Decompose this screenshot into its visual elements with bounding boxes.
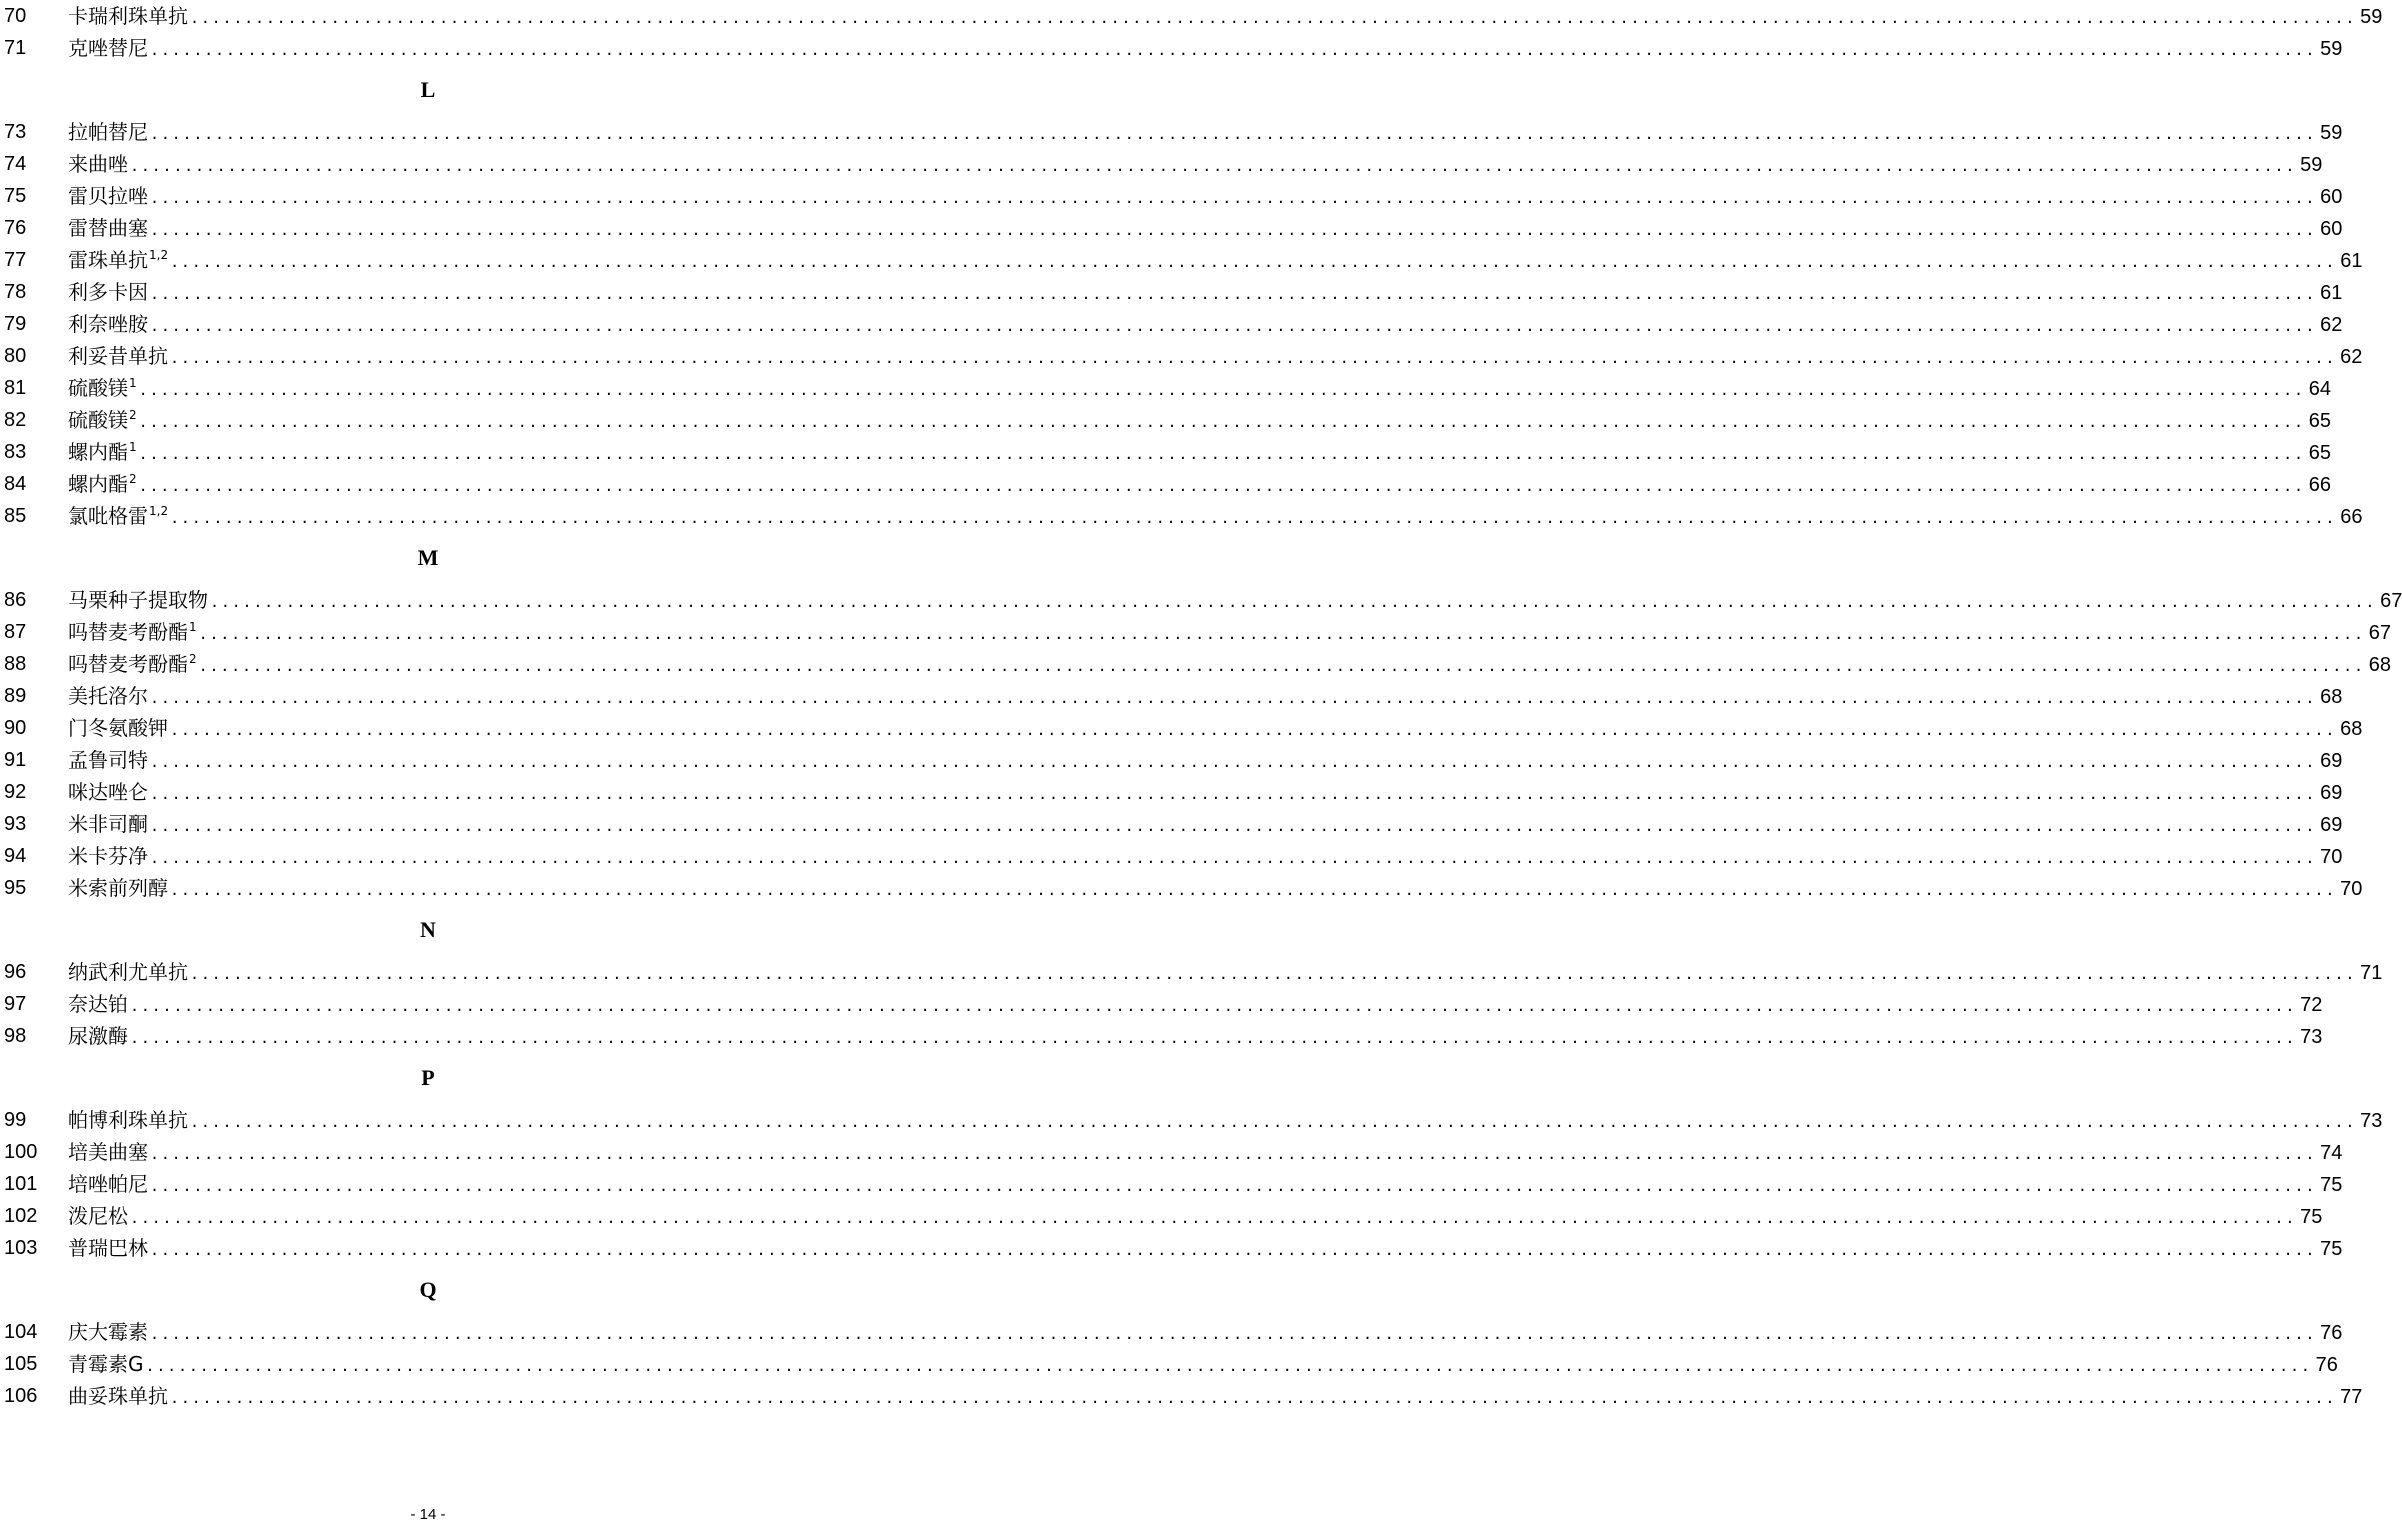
- entry-title: [68, 776, 148, 808]
- entry-title-text: 氯吡格雷: [68, 504, 148, 528]
- entry-page-number: 66: [2340, 506, 2363, 528]
- entry-page-number: 68: [2368, 654, 2392, 676]
- entry-title-text: 克唑替尼: [68, 36, 148, 60]
- entry-line: [68, 500, 2363, 534]
- section-heading-n: N: [420, 917, 436, 942]
- entry-page-number: 74: [2320, 1142, 2343, 1164]
- entry-title: [68, 148, 128, 180]
- entry-title-text: 利妥昔单抗: [68, 344, 168, 368]
- entry-number: 78: [4, 281, 27, 303]
- dot-leader: ........................................................................................................................................................................................................: [130, 997, 2297, 1015]
- toc-entry[interactable]: [0, 468, 2332, 500]
- entry-line: [68, 340, 2363, 374]
- toc-entry[interactable]: [0, 1316, 2343, 1348]
- entry-superscript: 2: [129, 472, 137, 487]
- entry-page-number: 60: [2320, 186, 2343, 208]
- entry-number: 73: [4, 121, 27, 143]
- entry-title-text: 螺内酯: [68, 472, 128, 496]
- entry-page-number: 59: [2320, 122, 2343, 144]
- toc-entry[interactable]: [0, 1200, 2323, 1232]
- section-heading-l: L: [420, 77, 436, 102]
- dot-leader: ........................................................................................................................................................................................................: [190, 9, 2357, 27]
- dot-leader: ........................................................................................................................................................................................................: [138, 413, 2305, 431]
- toc-entry[interactable]: [0, 308, 2343, 340]
- dot-leader: ........................................................................................................................................................................................................: [150, 1177, 2317, 1195]
- entry-page-number: 76: [2320, 1322, 2343, 1344]
- entry-number: 85: [4, 505, 27, 527]
- entry-title-text: 螺内酯: [68, 440, 128, 464]
- dot-leader: ........................................................................................................................................................................................................: [198, 657, 2365, 675]
- entry-number: 101: [4, 1173, 38, 1195]
- entry-page-number: 75: [2320, 1238, 2343, 1260]
- entry-title: [68, 1020, 128, 1052]
- entry-line: [68, 1168, 2343, 1202]
- entry-title-text: 吗替麦考酚酯: [68, 620, 188, 644]
- entry-page-number: 65: [2308, 442, 2332, 464]
- toc-entry[interactable]: [0, 0, 2383, 32]
- entry-page-number: 59: [2320, 38, 2343, 60]
- toc-entry[interactable]: [0, 32, 2343, 64]
- entry-title-text: 利奈唑胺: [68, 312, 148, 336]
- toc-entry[interactable]: [0, 808, 2343, 840]
- entry-title: [68, 1200, 128, 1232]
- entry-number: 94: [4, 845, 27, 867]
- dot-leader: ........................................................................................................................................................................................................: [150, 285, 2317, 303]
- entry-title-text: 庆大霉素: [68, 1320, 148, 1344]
- dot-leader: ........................................................................................................................................................................................................: [198, 625, 2365, 643]
- entry-number: 81: [4, 377, 27, 399]
- entry-number: 76: [4, 217, 27, 239]
- entry-line: [68, 584, 2402, 618]
- entry-title: [68, 244, 168, 276]
- entry-title: [68, 180, 148, 212]
- entry-title: [68, 1316, 148, 1348]
- entry-line: [68, 1020, 2323, 1054]
- entry-title: [68, 680, 148, 712]
- entry-superscript: 2: [189, 652, 197, 667]
- entry-page-number: 59: [2360, 6, 2383, 28]
- toc-entry[interactable]: [0, 872, 2363, 904]
- entry-number: 80: [4, 345, 27, 367]
- dot-leader: ........................................................................................................................................................................................................: [150, 1145, 2317, 1163]
- entry-line: [68, 680, 2343, 714]
- dot-leader: ........................................................................................................................................................................................................: [150, 785, 2317, 803]
- entry-title-text: 培唑帕尼: [68, 1172, 148, 1196]
- entry-title: [68, 0, 188, 32]
- entry-number: 100: [4, 1141, 38, 1163]
- entry-title: [68, 956, 188, 988]
- toc-entry[interactable]: [0, 436, 2332, 468]
- entry-number: 88: [4, 653, 27, 675]
- toc-entry[interactable]: [0, 1168, 2343, 1200]
- entry-superscript: 1: [129, 440, 137, 455]
- entry-number: 87: [4, 621, 27, 643]
- toc-entry[interactable]: [0, 1136, 2343, 1168]
- entry-number: 106: [4, 1385, 38, 1407]
- dot-leader: ........................................................................................................................................................................................................: [150, 849, 2317, 867]
- entry-title: [68, 1232, 148, 1264]
- entry-number: 90: [4, 717, 27, 739]
- entry-title-text: 来曲唑: [68, 152, 128, 176]
- entry-title: [68, 616, 197, 648]
- toc-entry[interactable]: [0, 1348, 2338, 1380]
- entry-number: 83: [4, 441, 27, 463]
- entry-page-number: 62: [2320, 314, 2343, 336]
- toc-entry[interactable]: [0, 584, 2402, 616]
- entry-title: [68, 1380, 168, 1412]
- entry-page-number: 62: [2340, 346, 2363, 368]
- entry-page-number: 59: [2300, 154, 2323, 176]
- toc-entry[interactable]: [0, 680, 2343, 712]
- entry-number: 98: [4, 1025, 27, 1047]
- entry-page-number: 71: [2360, 962, 2383, 984]
- entry-page-number: 61: [2320, 282, 2343, 304]
- entry-number: 74: [4, 153, 27, 175]
- entry-title: [68, 872, 168, 904]
- entry-number: 82: [4, 409, 27, 431]
- toc-entry[interactable]: [0, 116, 2343, 148]
- entry-title: [68, 744, 148, 776]
- dot-leader: ........................................................................................................................................................................................................: [170, 1389, 2337, 1407]
- dot-leader: ........................................................................................................................................................................................................: [210, 593, 2377, 611]
- dot-leader: ........................................................................................................................................................................................................: [150, 125, 2317, 143]
- page-number-footer: - 14 -: [410, 1506, 446, 1523]
- dot-leader: ........................................................................................................................................................................................................: [170, 881, 2337, 899]
- entry-line: [68, 468, 2332, 502]
- entry-line: [68, 1232, 2343, 1266]
- entry-page-number: 68: [2340, 718, 2363, 740]
- entry-title: [68, 468, 137, 500]
- entry-number: 89: [4, 685, 27, 707]
- dot-leader: ........................................................................................................................................................................................................: [150, 753, 2317, 771]
- entry-title: [68, 808, 148, 840]
- section-heading-m: M: [417, 545, 439, 570]
- entry-title: [68, 1136, 148, 1168]
- entry-line: [68, 0, 2383, 34]
- entry-line: [68, 616, 2392, 650]
- entry-title-text: 雷贝拉唑: [68, 184, 148, 208]
- entry-title: [68, 712, 168, 744]
- entry-title-text: 利多卡因: [68, 280, 148, 304]
- toc-entry[interactable]: [0, 616, 2392, 648]
- entry-line: [68, 276, 2343, 310]
- entry-page-number: 75: [2300, 1206, 2323, 1228]
- entry-number: 75: [4, 185, 27, 207]
- entry-number: 96: [4, 961, 27, 983]
- dot-leader: ........................................................................................................................................................................................................: [130, 1029, 2297, 1047]
- entry-line: [68, 776, 2343, 810]
- dot-leader: ........................................................................................................................................................................................................: [150, 221, 2317, 239]
- entry-page-number: 70: [2340, 878, 2363, 900]
- dot-leader: ........................................................................................................................................................................................................: [130, 1209, 2297, 1227]
- entry-line: [68, 1136, 2343, 1170]
- entry-title-text: 硫酸镁: [68, 408, 128, 432]
- entry-number: 70: [4, 5, 27, 27]
- entry-line: [68, 180, 2343, 214]
- entry-title-text: 硫酸镁: [68, 376, 128, 400]
- toc-entry[interactable]: [0, 776, 2343, 808]
- toc-entry[interactable]: [0, 180, 2343, 212]
- entry-line: [68, 988, 2323, 1022]
- entry-title-text: 咪达唑仑: [68, 780, 148, 804]
- toc-entry[interactable]: [0, 404, 2332, 436]
- dot-leader: ........................................................................................................................................................................................................: [138, 477, 2305, 495]
- entry-page-number: 60: [2320, 218, 2343, 240]
- toc-entry[interactable]: [0, 372, 2332, 404]
- dot-leader: ........................................................................................................................................................................................................: [150, 317, 2317, 335]
- section-heading-p: P: [421, 1065, 435, 1090]
- entry-title-text: 拉帕替尼: [68, 120, 148, 144]
- entry-line: [68, 212, 2343, 246]
- entry-title-text: 米索前列醇: [68, 876, 168, 900]
- entry-title: [68, 436, 137, 468]
- entry-number: 93: [4, 813, 27, 835]
- entry-title-text: 培美曲塞: [68, 1140, 148, 1164]
- entry-title-text: 普瑞巴林: [68, 1236, 148, 1260]
- entry-title-text: 美托洛尔: [68, 684, 148, 708]
- entry-line: [68, 1104, 2383, 1138]
- entry-page-number: 65: [2308, 410, 2332, 432]
- dot-leader: ........................................................................................................................................................................................................: [150, 41, 2317, 59]
- entry-superscript: 1: [189, 620, 197, 635]
- entry-line: [68, 148, 2323, 182]
- entry-title: [68, 404, 137, 436]
- dot-leader: ........................................................................................................................................................................................................: [150, 817, 2317, 835]
- entry-title: [68, 500, 168, 532]
- entry-title-text: 米非司酮: [68, 812, 148, 836]
- dot-leader: ........................................................................................................................................................................................................: [170, 253, 2337, 271]
- entry-title: [68, 276, 148, 308]
- entry-line: [68, 1200, 2323, 1234]
- dot-leader: ........................................................................................................................................................................................................: [170, 349, 2337, 367]
- dot-leader: ........................................................................................................................................................................................................: [150, 689, 2317, 707]
- entry-line: [68, 744, 2343, 778]
- toc-entry[interactable]: [0, 648, 2392, 680]
- dot-leader: ........................................................................................................................................................................................................: [170, 509, 2337, 527]
- toc-entry[interactable]: [0, 212, 2343, 244]
- entry-number: 92: [4, 781, 27, 803]
- entry-page-number: 68: [2320, 686, 2343, 708]
- entry-number: 99: [4, 1109, 27, 1131]
- entry-number: 86: [4, 589, 27, 611]
- entry-title: [68, 988, 128, 1020]
- entry-number: 77: [4, 249, 27, 271]
- toc-entry[interactable]: [0, 500, 2363, 532]
- entry-number: 97: [4, 993, 27, 1015]
- entry-line: [68, 404, 2332, 438]
- entry-title-text: 泼尼松: [68, 1204, 128, 1228]
- entry-superscript: 2: [129, 408, 137, 423]
- entry-page-number: 76: [2315, 1354, 2338, 1376]
- dot-leader: ........................................................................................................................................................................................................: [170, 721, 2337, 739]
- entry-title-text: 曲妥珠单抗: [68, 1384, 168, 1408]
- entry-title-text: 门冬氨酸钾: [68, 716, 168, 740]
- entry-page-number: 72: [2300, 994, 2323, 1016]
- entry-title-text: 吗替麦考酚酯: [68, 652, 188, 676]
- toc-entry[interactable]: [0, 744, 2343, 776]
- entry-title: [68, 648, 197, 680]
- entry-line: [68, 808, 2343, 842]
- entry-page-number: 77: [2340, 1386, 2363, 1408]
- toc-entry[interactable]: [0, 1380, 2363, 1412]
- entry-title: [68, 32, 148, 64]
- entry-page-number: 75: [2320, 1174, 2343, 1196]
- entry-title-text: 卡瑞利珠单抗: [68, 4, 188, 28]
- entry-title-text: 雷替曲塞: [68, 216, 148, 240]
- entry-line: [68, 116, 2343, 150]
- entry-title: [68, 212, 148, 244]
- entry-title-text: 尿激酶: [68, 1024, 128, 1048]
- entry-line: [68, 436, 2332, 470]
- entry-title-text: 奈达铂: [68, 992, 128, 1016]
- entry-line: [68, 244, 2363, 278]
- entry-line: [68, 372, 2332, 406]
- entry-title: [68, 1168, 148, 1200]
- entry-superscript: 1,2: [149, 504, 169, 519]
- toc-entry[interactable]: [0, 956, 2383, 988]
- dot-leader: ........................................................................................................................................................................................................: [150, 189, 2317, 207]
- entry-page-number: 67: [2380, 590, 2402, 612]
- dot-leader: ........................................................................................................................................................................................................: [150, 1325, 2317, 1343]
- entry-page-number: 73: [2360, 1110, 2383, 1132]
- entry-line: [68, 712, 2363, 746]
- entry-title-text: 青霉素G: [68, 1352, 144, 1376]
- entry-page-number: 69: [2320, 814, 2343, 836]
- entry-page-number: 73: [2300, 1026, 2323, 1048]
- entry-line: [68, 956, 2383, 990]
- entry-line: [68, 32, 2343, 66]
- entry-page-number: 69: [2320, 750, 2343, 772]
- entry-superscript: 1,2: [149, 248, 169, 263]
- entry-line: [68, 1348, 2338, 1382]
- entry-title: [68, 1348, 144, 1380]
- entry-line: [68, 1316, 2343, 1350]
- entry-title: [68, 372, 137, 404]
- dot-leader: ........................................................................................................................................................................................................: [138, 445, 2305, 463]
- entry-title: [68, 840, 148, 872]
- section-heading-q: Q: [419, 1277, 437, 1302]
- dot-leader: ........................................................................................................................................................................................................: [130, 157, 2297, 175]
- entry-title: [68, 308, 148, 340]
- entry-line: [68, 308, 2343, 342]
- entry-number: 95: [4, 877, 27, 899]
- toc-entry[interactable]: [0, 988, 2323, 1020]
- entry-title-text: 帕博利珠单抗: [68, 1108, 188, 1132]
- toc-entry[interactable]: [0, 1232, 2343, 1264]
- entry-title: [68, 1104, 188, 1136]
- entry-title: [68, 116, 148, 148]
- dot-leader: ........................................................................................................................................................................................................: [138, 381, 2305, 399]
- entry-page-number: 64: [2308, 378, 2332, 400]
- dot-leader: ........................................................................................................................................................................................................: [145, 1357, 2312, 1375]
- entry-title-text: 孟鲁司特: [68, 748, 148, 772]
- entry-number: 104: [4, 1321, 38, 1343]
- toc-entry[interactable]: [0, 1104, 2383, 1136]
- toc-entry[interactable]: [0, 840, 2343, 872]
- entry-page-number: 67: [2368, 622, 2392, 644]
- dot-leader: ........................................................................................................................................................................................................: [150, 1241, 2317, 1259]
- entry-superscript: 1: [129, 376, 137, 391]
- entry-number: 79: [4, 313, 27, 335]
- entry-title: [68, 584, 208, 616]
- entry-title-text: 马栗种子提取物: [68, 588, 208, 612]
- dot-leader: ........................................................................................................................................................................................................: [190, 1113, 2357, 1131]
- entry-title-text: 纳武利尤单抗: [68, 960, 188, 984]
- entry-number: 91: [4, 749, 27, 771]
- entry-title: [68, 340, 168, 372]
- entry-number: 102: [4, 1205, 38, 1227]
- entry-title-text: 雷珠单抗: [68, 248, 148, 272]
- toc-entry[interactable]: [0, 148, 2323, 180]
- dot-leader: ........................................................................................................................................................................................................: [190, 965, 2357, 983]
- entry-page-number: 69: [2320, 782, 2343, 804]
- toc-entry[interactable]: [0, 244, 2363, 276]
- entry-page-number: 70: [2320, 846, 2343, 868]
- entry-title-text: 米卡芬净: [68, 844, 148, 868]
- entry-number: 103: [4, 1237, 38, 1259]
- entry-page-number: 61: [2340, 250, 2363, 272]
- toc-entry[interactable]: [0, 1020, 2323, 1052]
- entry-page-number: 66: [2308, 474, 2332, 496]
- toc-entry[interactable]: [0, 712, 2363, 744]
- entry-number: 84: [4, 473, 27, 495]
- toc-entry[interactable]: [0, 276, 2343, 308]
- entry-line: [68, 1380, 2363, 1414]
- entry-number: 71: [4, 37, 27, 59]
- entry-line: [68, 872, 2363, 906]
- entry-line: [68, 648, 2392, 682]
- entry-line: [68, 840, 2343, 874]
- toc-entry[interactable]: [0, 340, 2363, 372]
- entry-number: 105: [4, 1353, 38, 1375]
